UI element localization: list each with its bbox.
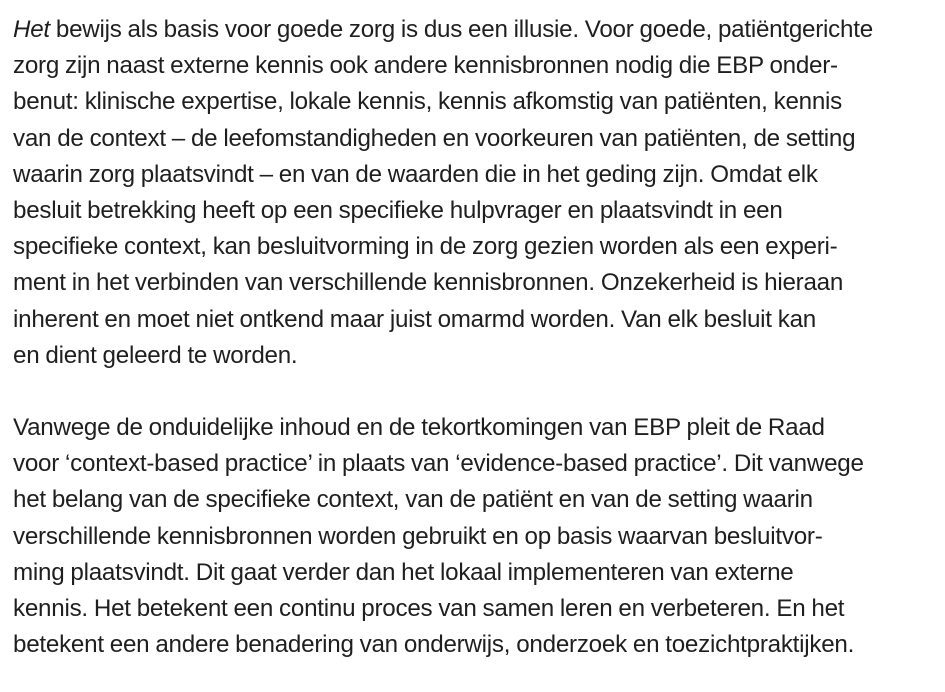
document-page [13, 12, 938, 663]
text-line: van de context – de leefomstandigheden en voorkeuren van patiënten, de setting [13, 124, 856, 152]
text-line: voor ‘context-based practice’ in plaats van ‘evidence-based practice’. Dit vanwege [13, 450, 864, 478]
paragraph-2 [13, 410, 938, 663]
text-line: verschillende kennisbronnen worden gebruikt en op basis waarvan besluitvor- [13, 522, 823, 550]
text-line-rest: bewijs als basis voor goede zorg is dus een illusie. Voor goede, patiëntgerichte [49, 16, 873, 43]
text-line [13, 12, 938, 48]
italic-word: Het [13, 16, 50, 43]
text-line: ment in het verbinden van verschillende kennisbronnen. Onzekerheid is hieraan [13, 269, 844, 297]
text-line: het belang van de specifieke context, van de patiënt en van de setting waarin [13, 486, 813, 514]
text-line: en dient geleerd te worden. [13, 341, 298, 369]
text-line: betekent een andere benadering van onderwijs, onderzoek en toezichtpraktijken. [13, 631, 855, 659]
text-line: zorg zijn naast externe kennis ook andere kennisbronnen nodig die EBP onder- [13, 52, 838, 80]
paragraph-1 [13, 12, 938, 374]
paragraph-gap [13, 374, 938, 410]
text-line: waarin zorg plaatsvindt – en van de waarden die in het geding zijn. Omdat elk [13, 160, 818, 188]
text-line: inherent en moet niet ontkend maar juist omarmd worden. Van elk besluit kan [13, 305, 816, 333]
text-line: benut: klinische expertise, lokale kennis, kennis afkomstig van patiënten, kennis [13, 88, 843, 116]
text-line: besluit betrekking heeft op een specifieke hulpvrager en plaatsvindt in een [13, 196, 783, 224]
text-line: Vanwege de onduidelijke inhoud en de tekortkomingen van EBP pleit de Raad [13, 414, 825, 442]
text-line: kennis. Het betekent een continu proces van samen leren en verbeteren. En het [13, 595, 845, 622]
text-line: specifieke context, kan besluitvorming in de zorg gezien worden als een experi- [13, 233, 838, 261]
text-line: ming plaatsvindt. Dit gaat verder dan het lokaal implementeren van externe [13, 558, 794, 586]
